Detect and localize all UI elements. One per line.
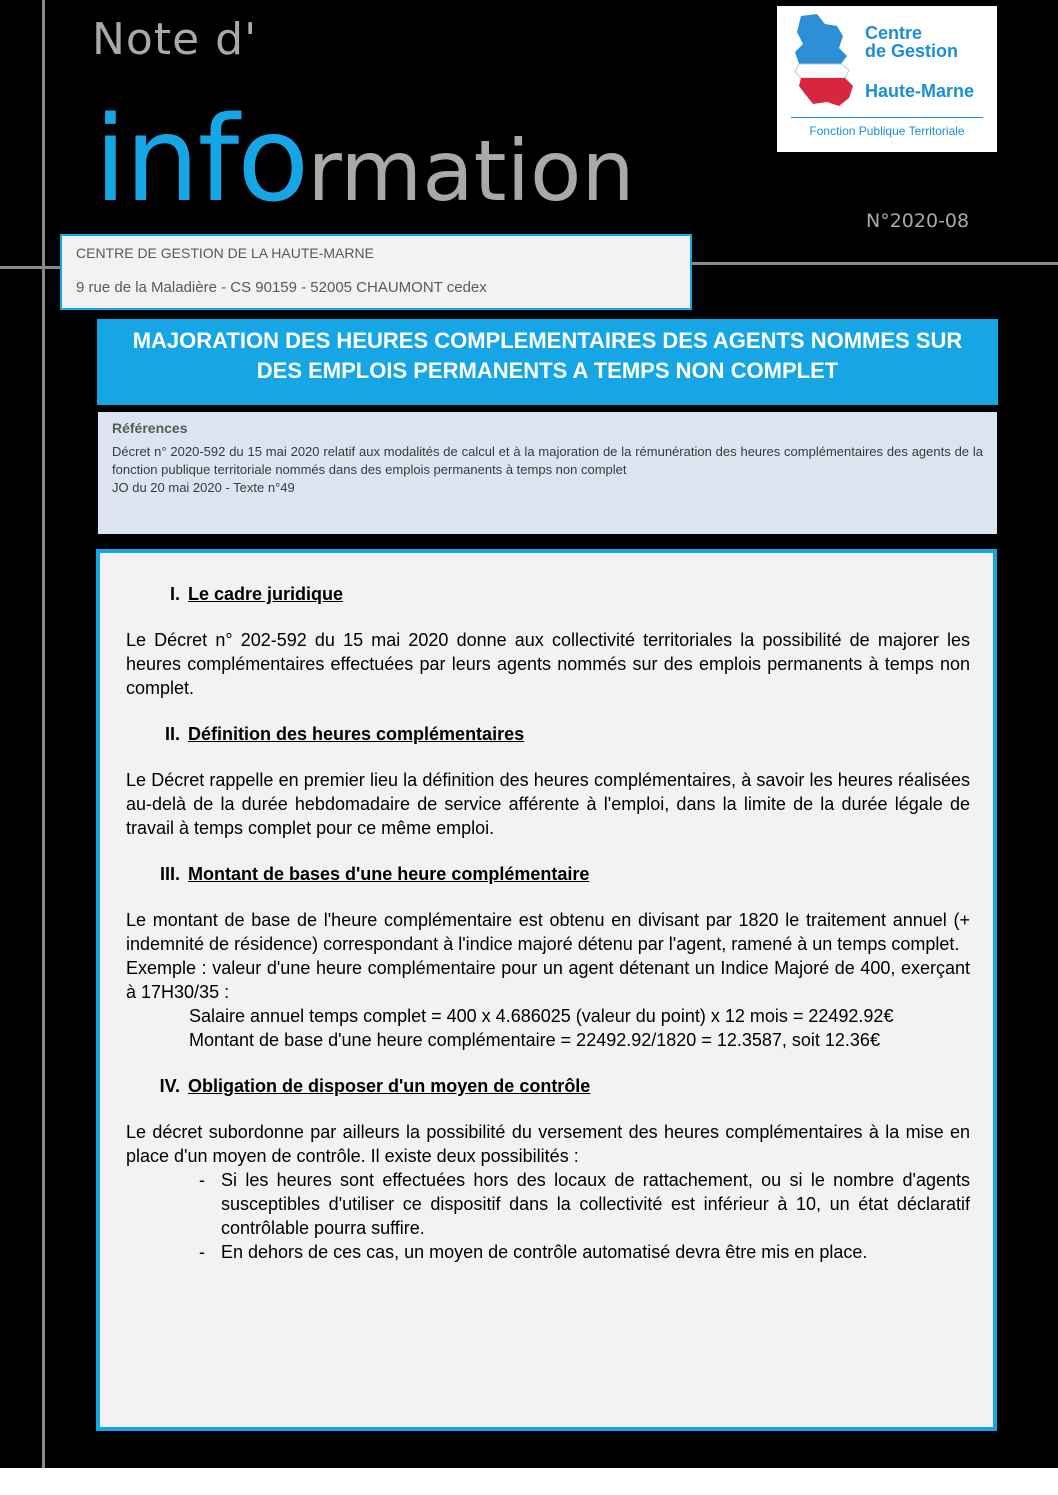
section-heading: Définition des heures complémentaires	[188, 724, 525, 744]
header-info-blue: info	[94, 90, 308, 228]
section-3-example: Exemple : valeur d'une heure complémentaire pour un agent détenant un Indice Majoré de 400, exerçant à 17H30/35 :	[126, 958, 970, 1002]
header-information	[94, 90, 635, 228]
bullet-dash: -	[199, 1170, 205, 1190]
section-title-1	[126, 582, 970, 606]
address-box	[60, 234, 692, 310]
header-note-d: Note d'	[92, 14, 258, 65]
horizontal-divider-left	[0, 266, 62, 269]
logo-text-de-gestion: de Gestion	[865, 41, 959, 61]
list-item	[126, 1240, 970, 1264]
section-number: IV.	[159, 1076, 180, 1096]
references-jo: JO du 20 mai 2020 - Texte n°49	[112, 480, 295, 495]
header-rmation-grey: rmation	[307, 122, 635, 220]
references-decree: Décret n° 2020-592 du 15 mai 2020 relatif aux modalités de calcul et à la majoration de la rémunération des heures complémentaires des agents de la fonction publique territoriale nommés dans des emplois permanents à temps non complet	[112, 444, 983, 477]
section-3-paragraph: Le montant de base de l'heure complémentaire est obtenu en divisant par 1820 le traitement annuel (+ indemnité de résidence) correspondant à l'indice majoré détenu par l'agent, ramené à un temps complet.	[126, 910, 970, 954]
section-3-calc-salary: Salaire annuel temps complet = 400 x 4.686025 (valeur du point) x 12 mois = 22492.92€	[189, 1006, 894, 1026]
section-number: III.	[159, 864, 180, 884]
logo-rule	[791, 117, 983, 118]
logo-text-centre: Centre	[865, 23, 923, 43]
bullet-dash: -	[199, 1242, 205, 1262]
references-heading: Références	[112, 420, 188, 436]
section-heading: Montant de bases d'une heure complémentaire	[188, 864, 590, 884]
haute-marne-map-icon	[791, 14, 861, 114]
logo-centre-de-gestion	[777, 6, 997, 152]
section-number: II.	[164, 724, 180, 744]
section-title-3	[126, 862, 970, 886]
list-item	[126, 1168, 970, 1240]
bullet-text: En dehors de ces cas, un moyen de contrôle automatisé devra être mis en place.	[221, 1242, 868, 1262]
section-heading: Obligation de disposer d'un moyen de contrôle	[188, 1076, 591, 1096]
main-content-box	[96, 549, 997, 1431]
section-number: I.	[169, 584, 180, 604]
section-title-4	[126, 1074, 970, 1098]
section-2-paragraph: Le Décret rappelle en premier lieu la définition des heures complémentaires, à savoir les heures réalisées au-delà de la durée hebdomadaire de service afférente à l'emploi, dans la limite de la durée légale de travail à temps complet pour ce même emploi.	[126, 770, 970, 838]
note-number: N°2020-08	[866, 210, 970, 232]
document-title-line1: MAJORATION DES HEURES COMPLEMENTAIRES DES AGENTS NOMMES SUR	[132, 328, 963, 353]
section-1-paragraph: Le Décret n° 202-592 du 15 mai 2020 donne aux collectivité territoriales la possibilité de majorer les heures complémentaires effectuées par leurs agents nommés sur des emplois permanents à temps non complet.	[126, 630, 970, 698]
document-title-line2: DES EMPLOIS PERMANENTS A TEMPS NON COMPLET	[256, 358, 839, 383]
section-3-calc-hour: Montant de base d'une heure complémentaire = 22492.92/1820 = 12.3587, soit 12.36€	[189, 1030, 880, 1050]
logo-text-haute-marne: Haute-Marne	[865, 81, 975, 101]
references-box	[98, 412, 997, 534]
section-4-paragraph: Le décret subordonne par ailleurs la possibilité du versement des heures complémentaires à la mise en place d'un moyen de contrôle. Il existe deux possibilités :	[126, 1122, 970, 1166]
section-heading: Le cadre juridique	[188, 584, 344, 604]
page-bottom-strip	[0, 1468, 1058, 1495]
vertical-divider	[42, 0, 45, 1468]
horizontal-divider-right	[690, 262, 1058, 265]
bullet-text: Si les heures sont effectuées hors des locaux de rattachement, ou si le nombre d'agents susceptibles d'utiliser ce dispositif dans la collectivité est inférieur à 10, un état déclaratif contrôlable pourra suffire.	[221, 1170, 970, 1238]
section-title-2	[126, 722, 970, 746]
address-street: 9 rue de la Maladière - CS 90159 - 52005 CHAUMONT cedex	[76, 279, 487, 296]
document-title	[97, 319, 998, 405]
address-organization: CENTRE DE GESTION DE LA HAUTE-MARNE	[76, 245, 374, 261]
logo-text-fpt: Fonction Publique Territoriale	[809, 124, 965, 138]
